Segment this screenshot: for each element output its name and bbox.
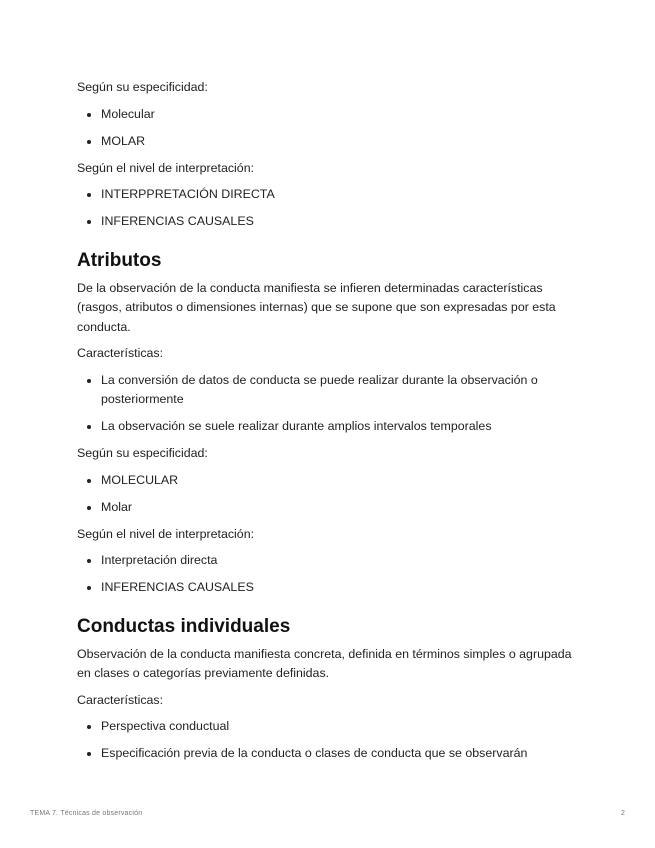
list-item: MOLAR <box>101 132 582 152</box>
list-item: Especificación previa de la conducta o clases de conducta que se observarán <box>101 744 582 764</box>
atributos-description: De la observación de la conducta manifiesta se infieren determinadas características (rasgos, atributos o dimensiones internas) que se supone que son expresadas por esta conducta. <box>77 280 556 334</box>
specificity-label: Según su especificidad: <box>77 446 208 460</box>
atributos-characteristics-list <box>77 371 582 437</box>
list-item: INTERPPRETACIÓN DIRECTA <box>101 185 582 205</box>
page-number: 2 <box>621 810 625 817</box>
list-item: INFERENCIAS CAUSALES <box>101 578 582 598</box>
list-item: Interpretación directa <box>101 551 582 571</box>
list-item: La conversión de datos de conducta se puede realizar durante la observación o posteriormente <box>101 371 582 410</box>
list-item: Molecular <box>101 105 582 125</box>
list-item: Molar <box>101 498 582 518</box>
specificity-label: Según su especificidad: <box>77 80 208 94</box>
interpretation-list <box>77 185 582 232</box>
section-heading-atributos: Atributos <box>77 249 162 271</box>
specificity-list <box>77 471 582 518</box>
list-item: INFERENCIAS CAUSALES <box>101 212 582 232</box>
document-body <box>77 78 582 771</box>
footer-title: TEMA 7. Técnicas de observación <box>30 810 143 817</box>
list-item: La observación se suele realizar durante amplios intervalos temporales <box>101 417 582 437</box>
interpretation-list <box>77 551 582 598</box>
list-item: Perspectiva conductual <box>101 717 582 737</box>
section-heading-conductas-individuales: Conductas individuales <box>77 615 291 637</box>
characteristics-label: Características: <box>77 692 164 707</box>
conductas-characteristics-list <box>77 717 582 764</box>
characteristics-label: Características: <box>77 346 164 360</box>
specificity-list <box>77 105 582 152</box>
interpretation-label: Según el nivel de interpretación: <box>77 160 255 175</box>
list-item: MOLECULAR <box>101 471 582 491</box>
conductas-description: Observación de la conducta manifiesta concreta, definida en términos simples o agrupada en clases o categorías previamente definidas. <box>77 646 572 680</box>
interpretation-label: Según el nivel de interpretación: <box>77 526 255 541</box>
